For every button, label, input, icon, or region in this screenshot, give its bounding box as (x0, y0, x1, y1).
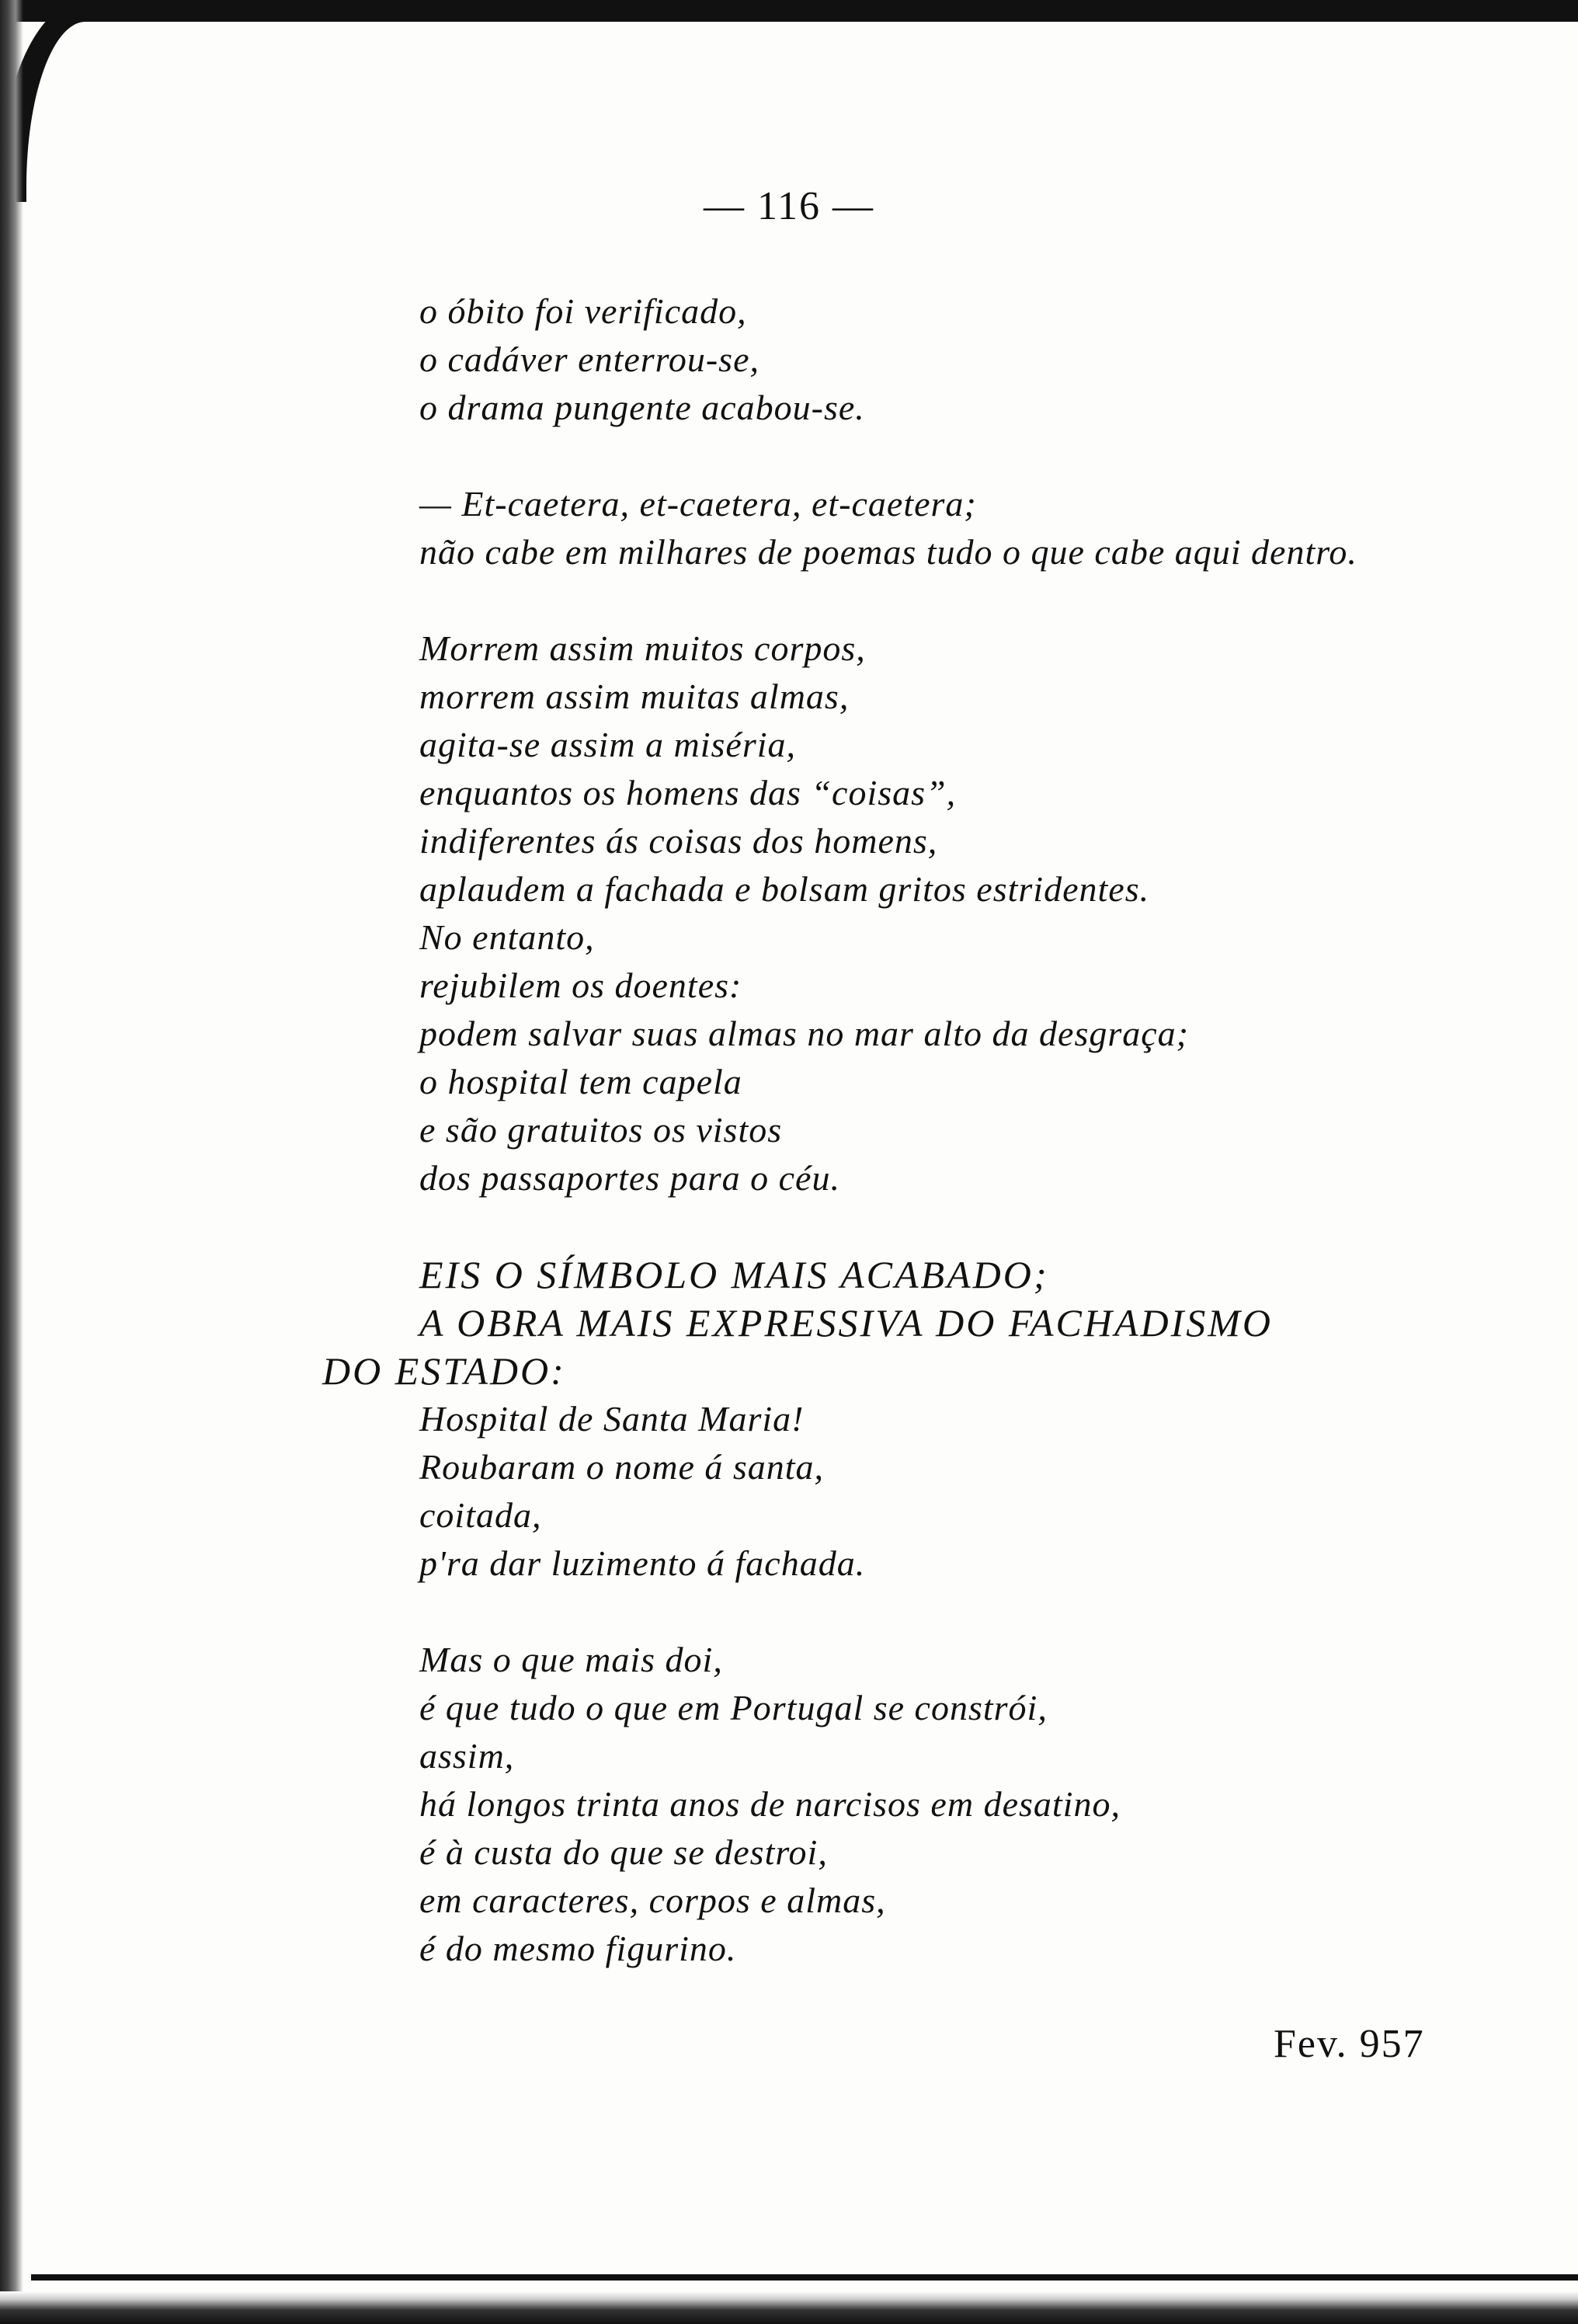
scan-top-edge (0, 0, 1578, 22)
stanza (419, 624, 1561, 1202)
stanza (419, 287, 1561, 432)
poem-line: não cabe em milhares de poemas tudo o que cabe aqui dentro. (419, 532, 1357, 572)
poem-body (322, 287, 1561, 1973)
poem-line: No entanto, (419, 917, 595, 957)
poem-line: — Et-caetera, et-caetera, et-caetera; (419, 484, 977, 524)
poem-line: agita-se assim a miséria, (419, 725, 796, 764)
poem-line: morrem assim muitas almas, (419, 677, 850, 716)
poem-line: o óbito foi verificado, (419, 291, 747, 331)
poem-line: dos passaportes para o céu. (419, 1158, 840, 1198)
poem-date: Fev. 957 (1274, 2022, 1425, 2066)
page-number: — 116 — (703, 184, 875, 228)
poem-line: p'ra dar luzimento á fachada. (419, 1543, 866, 1583)
scan-bottom-rule (31, 2274, 1578, 2281)
poem-line: assim, (419, 1736, 515, 1776)
poem-line: Roubaram o nome á santa, (419, 1447, 825, 1487)
poem-line: em caracteres, corpos e almas, (419, 1880, 886, 1920)
poem-line: é que tudo o que em Portugal se constrói, (419, 1688, 1048, 1727)
poem-line: Hospital de Santa Maria! (419, 1399, 805, 1439)
stanza (419, 1636, 1561, 1973)
poem-line: é do mesmo figurino. (419, 1929, 737, 1968)
stanza (322, 1251, 1561, 1588)
stanza (419, 480, 1561, 576)
poem-line: aplaudem a fachada e bolsam gritos estridentes. (419, 869, 1150, 909)
poem-line-caps: A OBRA MAIS EXPRESSIVA DO FACHADISMO (419, 1301, 1274, 1345)
poem-line-caps: EIS O SÍMBOLO MAIS ACABADO; (419, 1253, 1049, 1296)
scan-bottom-edge (0, 2291, 1578, 2324)
poem-line: enquantos os homens das “coisas”, (419, 773, 957, 812)
poem-line: podem salvar suas almas no mar alto da desgraça; (419, 1014, 1189, 1053)
poem-line-caps: DO ESTADO: (322, 1349, 566, 1393)
poem-line: e são gratuitos os vistos (419, 1110, 783, 1150)
poem-line: há longos trinta anos de narcisos em desatino, (419, 1784, 1121, 1824)
poem-line: coitada, (419, 1495, 542, 1535)
poem-line: Morrem assim muitos corpos, (419, 628, 866, 668)
scan-left-edge (0, 0, 23, 2324)
poem-line: o cadáver enterrou-se, (419, 339, 759, 379)
poem-line: indiferentes ás coisas dos homens, (419, 821, 938, 861)
poem-line: Mas o que mais doi, (419, 1640, 723, 1679)
poem-line: o hospital tem capela (419, 1062, 742, 1101)
poem-line: é à custa do que se destroi, (419, 1832, 828, 1872)
poem-line: o drama pungente acabou-se. (419, 388, 865, 427)
poem-line: rejubilem os doentes: (419, 965, 742, 1005)
